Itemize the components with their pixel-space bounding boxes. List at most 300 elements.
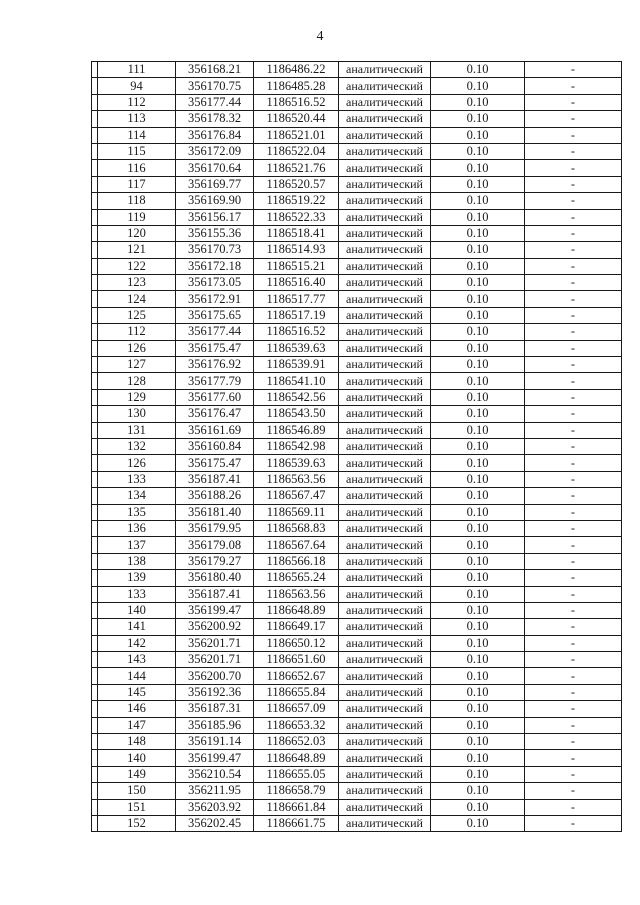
table-row xyxy=(92,389,622,405)
method-cell: аналитический xyxy=(339,127,431,143)
note-cell: - xyxy=(525,586,622,602)
x-coordinate-cell: 356191.14 xyxy=(176,734,254,750)
y-coordinate-cell: 1186565.24 xyxy=(254,570,339,586)
method-cell: аналитический xyxy=(339,488,431,504)
table-row xyxy=(92,160,622,176)
y-coordinate-cell: 1186542.56 xyxy=(254,389,339,405)
accuracy-cell: 0.10 xyxy=(431,242,525,258)
method-cell: аналитический xyxy=(339,652,431,668)
method-cell: аналитический xyxy=(339,619,431,635)
x-coordinate-cell: 356187.31 xyxy=(176,701,254,717)
method-cell: аналитический xyxy=(339,783,431,799)
method-cell: аналитический xyxy=(339,94,431,110)
note-cell: - xyxy=(525,94,622,110)
accuracy-cell: 0.10 xyxy=(431,734,525,750)
x-coordinate-cell: 356201.71 xyxy=(176,635,254,651)
note-cell: - xyxy=(525,504,622,520)
x-coordinate-cell: 356169.77 xyxy=(176,176,254,192)
method-cell: аналитический xyxy=(339,307,431,323)
table-body xyxy=(92,62,622,832)
table-row xyxy=(92,209,622,225)
accuracy-cell: 0.10 xyxy=(431,520,525,536)
note-cell: - xyxy=(525,602,622,618)
table-row xyxy=(92,734,622,750)
note-cell: - xyxy=(525,62,622,78)
accuracy-cell: 0.10 xyxy=(431,815,525,831)
table-row xyxy=(92,586,622,602)
x-coordinate-cell: 356161.69 xyxy=(176,422,254,438)
table-row xyxy=(92,537,622,553)
note-cell: - xyxy=(525,291,622,307)
x-coordinate-cell: 356175.47 xyxy=(176,455,254,471)
note-cell: - xyxy=(525,553,622,569)
note-cell: - xyxy=(525,209,622,225)
accuracy-cell: 0.10 xyxy=(431,275,525,291)
table-row xyxy=(92,307,622,323)
point-number-cell: 123 xyxy=(98,275,176,291)
method-cell: аналитический xyxy=(339,78,431,94)
y-coordinate-cell: 1186514.93 xyxy=(254,242,339,258)
note-cell: - xyxy=(525,520,622,536)
method-cell: аналитический xyxy=(339,193,431,209)
point-number-cell: 132 xyxy=(98,438,176,454)
accuracy-cell: 0.10 xyxy=(431,357,525,373)
table-row xyxy=(92,635,622,651)
accuracy-cell: 0.10 xyxy=(431,504,525,520)
y-coordinate-cell: 1186517.19 xyxy=(254,307,339,323)
x-coordinate-cell: 356178.32 xyxy=(176,111,254,127)
x-coordinate-cell: 356203.92 xyxy=(176,799,254,815)
y-coordinate-cell: 1186655.84 xyxy=(254,684,339,700)
method-cell: аналитический xyxy=(339,389,431,405)
point-number-cell: 133 xyxy=(98,471,176,487)
accuracy-cell: 0.10 xyxy=(431,94,525,110)
y-coordinate-cell: 1186566.18 xyxy=(254,553,339,569)
table-row xyxy=(92,275,622,291)
method-cell: аналитический xyxy=(339,520,431,536)
method-cell: аналитический xyxy=(339,635,431,651)
accuracy-cell: 0.10 xyxy=(431,684,525,700)
table-row xyxy=(92,766,622,782)
note-cell: - xyxy=(525,815,622,831)
point-number-cell: 130 xyxy=(98,406,176,422)
table-row xyxy=(92,750,622,766)
method-cell: аналитический xyxy=(339,324,431,340)
accuracy-cell: 0.10 xyxy=(431,602,525,618)
method-cell: аналитический xyxy=(339,570,431,586)
note-cell: - xyxy=(525,340,622,356)
table-row xyxy=(92,471,622,487)
note-cell: - xyxy=(525,176,622,192)
method-cell: аналитический xyxy=(339,225,431,241)
note-cell: - xyxy=(525,734,622,750)
table-row xyxy=(92,602,622,618)
note-cell: - xyxy=(525,160,622,176)
table-row xyxy=(92,62,622,78)
x-coordinate-cell: 356169.90 xyxy=(176,193,254,209)
y-coordinate-cell: 1186648.89 xyxy=(254,602,339,618)
method-cell: аналитический xyxy=(339,815,431,831)
method-cell: аналитический xyxy=(339,455,431,471)
table-row xyxy=(92,520,622,536)
table-row xyxy=(92,111,622,127)
note-cell: - xyxy=(525,143,622,159)
y-coordinate-cell: 1186542.98 xyxy=(254,438,339,454)
table-row xyxy=(92,258,622,274)
table-row xyxy=(92,357,622,373)
note-cell: - xyxy=(525,373,622,389)
note-cell: - xyxy=(525,570,622,586)
note-cell: - xyxy=(525,127,622,143)
point-number-cell: 120 xyxy=(98,225,176,241)
table-row xyxy=(92,406,622,422)
method-cell: аналитический xyxy=(339,373,431,389)
x-coordinate-cell: 356187.41 xyxy=(176,471,254,487)
y-coordinate-cell: 1186649.17 xyxy=(254,619,339,635)
x-coordinate-cell: 356172.91 xyxy=(176,291,254,307)
method-cell: аналитический xyxy=(339,160,431,176)
y-coordinate-cell: 1186650.12 xyxy=(254,635,339,651)
accuracy-cell: 0.10 xyxy=(431,111,525,127)
method-cell: аналитический xyxy=(339,701,431,717)
method-cell: аналитический xyxy=(339,275,431,291)
point-number-cell: 126 xyxy=(98,455,176,471)
note-cell: - xyxy=(525,750,622,766)
accuracy-cell: 0.10 xyxy=(431,127,525,143)
point-number-cell: 128 xyxy=(98,373,176,389)
table-row xyxy=(92,717,622,733)
accuracy-cell: 0.10 xyxy=(431,373,525,389)
method-cell: аналитический xyxy=(339,242,431,258)
note-cell: - xyxy=(525,225,622,241)
note-cell: - xyxy=(525,717,622,733)
table-row xyxy=(92,553,622,569)
method-cell: аналитический xyxy=(339,176,431,192)
y-coordinate-cell: 1186563.56 xyxy=(254,471,339,487)
point-number-cell: 114 xyxy=(98,127,176,143)
table-row xyxy=(92,799,622,815)
table-row xyxy=(92,652,622,668)
point-number-cell: 149 xyxy=(98,766,176,782)
point-number-cell: 144 xyxy=(98,668,176,684)
coordinates-table xyxy=(91,61,622,832)
note-cell: - xyxy=(525,701,622,717)
point-number-cell: 121 xyxy=(98,242,176,258)
note-cell: - xyxy=(525,635,622,651)
y-coordinate-cell: 1186516.40 xyxy=(254,275,339,291)
method-cell: аналитический xyxy=(339,258,431,274)
x-coordinate-cell: 356185.96 xyxy=(176,717,254,733)
accuracy-cell: 0.10 xyxy=(431,668,525,684)
x-coordinate-cell: 356175.47 xyxy=(176,340,254,356)
point-number-cell: 116 xyxy=(98,160,176,176)
table-row xyxy=(92,701,622,717)
method-cell: аналитический xyxy=(339,668,431,684)
y-coordinate-cell: 1186657.09 xyxy=(254,701,339,717)
y-coordinate-cell: 1186541.10 xyxy=(254,373,339,389)
table-row xyxy=(92,373,622,389)
point-number-cell: 143 xyxy=(98,652,176,668)
point-number-cell: 135 xyxy=(98,504,176,520)
y-coordinate-cell: 1186521.01 xyxy=(254,127,339,143)
note-cell: - xyxy=(525,78,622,94)
method-cell: аналитический xyxy=(339,504,431,520)
method-cell: аналитический xyxy=(339,553,431,569)
accuracy-cell: 0.10 xyxy=(431,619,525,635)
accuracy-cell: 0.10 xyxy=(431,307,525,323)
table-row xyxy=(92,668,622,684)
note-cell: - xyxy=(525,438,622,454)
x-coordinate-cell: 356173.05 xyxy=(176,275,254,291)
method-cell: аналитический xyxy=(339,537,431,553)
table-row xyxy=(92,127,622,143)
accuracy-cell: 0.10 xyxy=(431,455,525,471)
y-coordinate-cell: 1186652.03 xyxy=(254,734,339,750)
method-cell: аналитический xyxy=(339,684,431,700)
point-number-cell: 134 xyxy=(98,488,176,504)
y-coordinate-cell: 1186518.41 xyxy=(254,225,339,241)
table-row xyxy=(92,176,622,192)
x-coordinate-cell: 356176.47 xyxy=(176,406,254,422)
x-coordinate-cell: 356200.70 xyxy=(176,668,254,684)
method-cell: аналитический xyxy=(339,209,431,225)
point-number-cell: 145 xyxy=(98,684,176,700)
x-coordinate-cell: 356177.79 xyxy=(176,373,254,389)
accuracy-cell: 0.10 xyxy=(431,340,525,356)
table-row xyxy=(92,455,622,471)
accuracy-cell: 0.10 xyxy=(431,717,525,733)
method-cell: аналитический xyxy=(339,766,431,782)
y-coordinate-cell: 1186517.77 xyxy=(254,291,339,307)
note-cell: - xyxy=(525,111,622,127)
table-row xyxy=(92,78,622,94)
method-cell: аналитический xyxy=(339,291,431,307)
point-number-cell: 94 xyxy=(98,78,176,94)
table-row xyxy=(92,619,622,635)
method-cell: аналитический xyxy=(339,799,431,815)
point-number-cell: 151 xyxy=(98,799,176,815)
note-cell: - xyxy=(525,258,622,274)
point-number-cell: 140 xyxy=(98,750,176,766)
x-coordinate-cell: 356170.73 xyxy=(176,242,254,258)
table-row xyxy=(92,504,622,520)
note-cell: - xyxy=(525,455,622,471)
note-cell: - xyxy=(525,389,622,405)
point-number-cell: 150 xyxy=(98,783,176,799)
method-cell: аналитический xyxy=(339,750,431,766)
method-cell: аналитический xyxy=(339,340,431,356)
accuracy-cell: 0.10 xyxy=(431,766,525,782)
accuracy-cell: 0.10 xyxy=(431,652,525,668)
accuracy-cell: 0.10 xyxy=(431,422,525,438)
y-coordinate-cell: 1186651.60 xyxy=(254,652,339,668)
x-coordinate-cell: 356176.92 xyxy=(176,357,254,373)
method-cell: аналитический xyxy=(339,111,431,127)
note-cell: - xyxy=(525,307,622,323)
accuracy-cell: 0.10 xyxy=(431,78,525,94)
y-coordinate-cell: 1186569.11 xyxy=(254,504,339,520)
x-coordinate-cell: 356210.54 xyxy=(176,766,254,782)
accuracy-cell: 0.10 xyxy=(431,258,525,274)
accuracy-cell: 0.10 xyxy=(431,225,525,241)
y-coordinate-cell: 1186658.79 xyxy=(254,783,339,799)
y-coordinate-cell: 1186521.76 xyxy=(254,160,339,176)
method-cell: аналитический xyxy=(339,62,431,78)
point-number-cell: 142 xyxy=(98,635,176,651)
accuracy-cell: 0.10 xyxy=(431,701,525,717)
x-coordinate-cell: 356156.17 xyxy=(176,209,254,225)
y-coordinate-cell: 1186655.05 xyxy=(254,766,339,782)
point-number-cell: 126 xyxy=(98,340,176,356)
note-cell: - xyxy=(525,471,622,487)
y-coordinate-cell: 1186563.56 xyxy=(254,586,339,602)
accuracy-cell: 0.10 xyxy=(431,209,525,225)
accuracy-cell: 0.10 xyxy=(431,471,525,487)
accuracy-cell: 0.10 xyxy=(431,193,525,209)
point-number-cell: 124 xyxy=(98,291,176,307)
accuracy-cell: 0.10 xyxy=(431,799,525,815)
y-coordinate-cell: 1186567.64 xyxy=(254,537,339,553)
note-cell: - xyxy=(525,357,622,373)
x-coordinate-cell: 356181.40 xyxy=(176,504,254,520)
x-coordinate-cell: 356155.36 xyxy=(176,225,254,241)
y-coordinate-cell: 1186661.84 xyxy=(254,799,339,815)
x-coordinate-cell: 356179.27 xyxy=(176,553,254,569)
x-coordinate-cell: 356170.75 xyxy=(176,78,254,94)
x-coordinate-cell: 356188.26 xyxy=(176,488,254,504)
note-cell: - xyxy=(525,652,622,668)
method-cell: аналитический xyxy=(339,734,431,750)
x-coordinate-cell: 356179.08 xyxy=(176,537,254,553)
accuracy-cell: 0.10 xyxy=(431,635,525,651)
note-cell: - xyxy=(525,193,622,209)
point-number-cell: 125 xyxy=(98,307,176,323)
accuracy-cell: 0.10 xyxy=(431,406,525,422)
y-coordinate-cell: 1186516.52 xyxy=(254,94,339,110)
y-coordinate-cell: 1186539.91 xyxy=(254,357,339,373)
point-number-cell: 140 xyxy=(98,602,176,618)
method-cell: аналитический xyxy=(339,143,431,159)
note-cell: - xyxy=(525,783,622,799)
accuracy-cell: 0.10 xyxy=(431,438,525,454)
accuracy-cell: 0.10 xyxy=(431,62,525,78)
note-cell: - xyxy=(525,799,622,815)
table-row xyxy=(92,291,622,307)
accuracy-cell: 0.10 xyxy=(431,324,525,340)
note-cell: - xyxy=(525,668,622,684)
point-number-cell: 127 xyxy=(98,357,176,373)
y-coordinate-cell: 1186486.22 xyxy=(254,62,339,78)
y-coordinate-cell: 1186568.83 xyxy=(254,520,339,536)
y-coordinate-cell: 1186567.47 xyxy=(254,488,339,504)
note-cell: - xyxy=(525,537,622,553)
table-row xyxy=(92,438,622,454)
table-row xyxy=(92,488,622,504)
point-number-cell: 118 xyxy=(98,193,176,209)
point-number-cell: 112 xyxy=(98,94,176,110)
point-number-cell: 139 xyxy=(98,570,176,586)
method-cell: аналитический xyxy=(339,406,431,422)
point-number-cell: 137 xyxy=(98,537,176,553)
x-coordinate-cell: 356176.84 xyxy=(176,127,254,143)
note-cell: - xyxy=(525,766,622,782)
table-row xyxy=(92,242,622,258)
note-cell: - xyxy=(525,242,622,258)
x-coordinate-cell: 356180.40 xyxy=(176,570,254,586)
accuracy-cell: 0.10 xyxy=(431,143,525,159)
point-number-cell: 115 xyxy=(98,143,176,159)
point-number-cell: 113 xyxy=(98,111,176,127)
y-coordinate-cell: 1186653.32 xyxy=(254,717,339,733)
y-coordinate-cell: 1186546.89 xyxy=(254,422,339,438)
note-cell: - xyxy=(525,619,622,635)
table-row xyxy=(92,815,622,831)
note-cell: - xyxy=(525,406,622,422)
point-number-cell: 133 xyxy=(98,586,176,602)
x-coordinate-cell: 356192.36 xyxy=(176,684,254,700)
point-number-cell: 148 xyxy=(98,734,176,750)
table-row xyxy=(92,783,622,799)
x-coordinate-cell: 356179.95 xyxy=(176,520,254,536)
y-coordinate-cell: 1186520.57 xyxy=(254,176,339,192)
y-coordinate-cell: 1186539.63 xyxy=(254,340,339,356)
table-row xyxy=(92,225,622,241)
point-number-cell: 131 xyxy=(98,422,176,438)
table-row xyxy=(92,340,622,356)
table-row xyxy=(92,193,622,209)
x-coordinate-cell: 356200.92 xyxy=(176,619,254,635)
accuracy-cell: 0.10 xyxy=(431,176,525,192)
point-number-cell: 136 xyxy=(98,520,176,536)
point-number-cell: 117 xyxy=(98,176,176,192)
x-coordinate-cell: 356160.84 xyxy=(176,438,254,454)
y-coordinate-cell: 1186519.22 xyxy=(254,193,339,209)
point-number-cell: 147 xyxy=(98,717,176,733)
note-cell: - xyxy=(525,488,622,504)
point-number-cell: 146 xyxy=(98,701,176,717)
method-cell: аналитический xyxy=(339,602,431,618)
x-coordinate-cell: 356168.21 xyxy=(176,62,254,78)
point-number-cell: 129 xyxy=(98,389,176,405)
y-coordinate-cell: 1186652.67 xyxy=(254,668,339,684)
table-row xyxy=(92,143,622,159)
y-coordinate-cell: 1186648.89 xyxy=(254,750,339,766)
method-cell: аналитический xyxy=(339,586,431,602)
method-cell: аналитический xyxy=(339,438,431,454)
table-row xyxy=(92,570,622,586)
accuracy-cell: 0.10 xyxy=(431,553,525,569)
point-number-cell: 119 xyxy=(98,209,176,225)
accuracy-cell: 0.10 xyxy=(431,586,525,602)
table-row xyxy=(92,422,622,438)
method-cell: аналитический xyxy=(339,717,431,733)
x-coordinate-cell: 356202.45 xyxy=(176,815,254,831)
table-row xyxy=(92,324,622,340)
table-row xyxy=(92,94,622,110)
x-coordinate-cell: 356175.65 xyxy=(176,307,254,323)
x-coordinate-cell: 356177.60 xyxy=(176,389,254,405)
note-cell: - xyxy=(525,324,622,340)
note-cell: - xyxy=(525,422,622,438)
x-coordinate-cell: 356201.71 xyxy=(176,652,254,668)
accuracy-cell: 0.10 xyxy=(431,291,525,307)
note-cell: - xyxy=(525,275,622,291)
x-coordinate-cell: 356177.44 xyxy=(176,94,254,110)
point-number-cell: 122 xyxy=(98,258,176,274)
y-coordinate-cell: 1186522.33 xyxy=(254,209,339,225)
y-coordinate-cell: 1186515.21 xyxy=(254,258,339,274)
point-number-cell: 138 xyxy=(98,553,176,569)
